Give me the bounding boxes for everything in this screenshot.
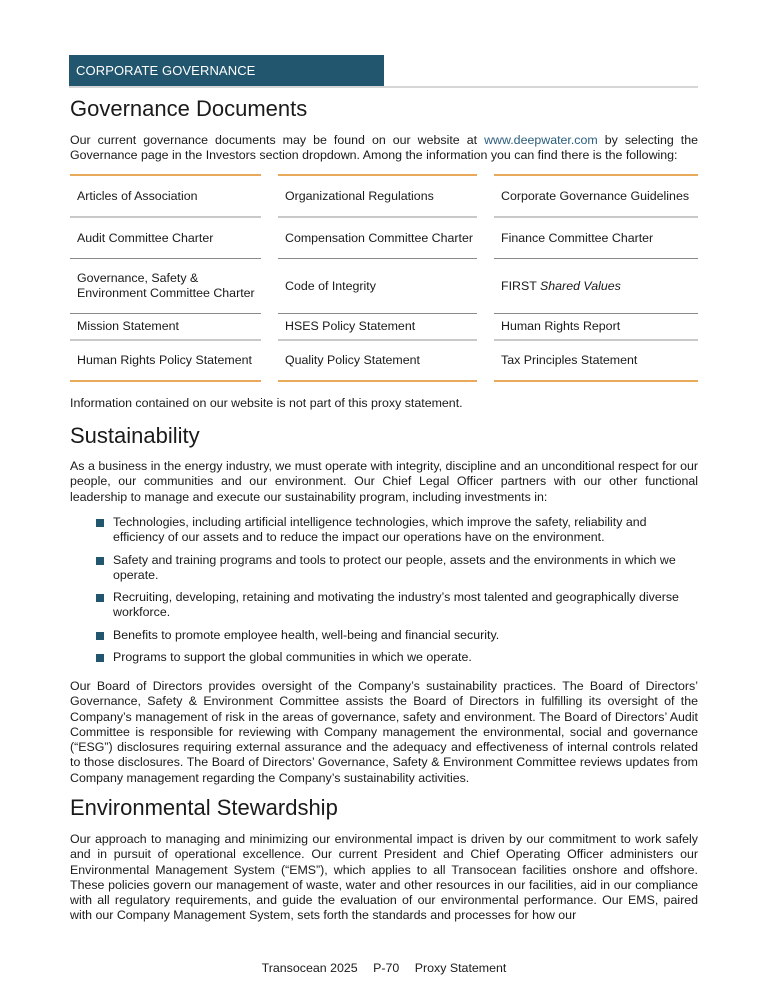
- square-bullet-icon: [96, 594, 104, 602]
- table-column-2: [278, 174, 477, 382]
- doc-link-finance-committee-charter[interactable]: Finance Committee Charter: [501, 230, 654, 245]
- doc-link-mission-statement[interactable]: Mission Statement: [77, 319, 179, 333]
- list-item: [96, 590, 696, 621]
- footer-document: Proxy Statement: [414, 961, 507, 975]
- doc-link-code-of-integrity[interactable]: Code of Integrity: [285, 278, 376, 293]
- table-bottom-rule: [70, 380, 261, 382]
- table-bottom-rule: [494, 380, 698, 382]
- table-column-1: [70, 174, 261, 382]
- board-oversight-paragraph: Our Board of Directors provides oversight of the Company’s sustainability practices. The Board of Directors’ Governance, Safety & Environment Committee assists the Board of Directors in fulfilling its oversight of the Company’s management of risk in the areas of governance, safety and environment. The Board of Directors’ Audit Committee is responsible for reviewing with Company management the environmental, social and governance (“ESG”) disclosures requiring external assurance and the adequacy and effectiveness of internal controls related to those disclosures. The Board of Directors’ Governance, Safety & Environment Committee reviews updates from Company management regarding the Company’s sustainability activities.: [70, 679, 698, 785]
- doc-link-articles-of-association[interactable]: Articles of Association: [77, 188, 198, 203]
- environmental-stewardship-body: Our approach to managing and minimizing our environmental impact is driven by our commitment to work safely and in pursuit of operational excellence. Our current President and Chief Operating Officer administers our Environmental Management System (“EMS”), which applies to all Transocean facilities onshore and offshore. These policies govern our management of waste, water and other resources in our facilities, aid in our compliance with all regulatory requirements, and guide the evaluation of our environmental performance. Our EMS, paired with our Company Management System, sets forth the standards and processes for how our: [70, 832, 698, 923]
- doc-link-tax-principles[interactable]: Tax Principles Statement: [501, 353, 638, 367]
- list-item: [96, 628, 696, 643]
- doc-link-first-shared-values[interactable]: [494, 259, 698, 313]
- doc-link-gse-committee-charter[interactable]: Governance, Safety & Environment Committee Charter: [77, 271, 255, 300]
- governance-intro: [70, 133, 698, 164]
- list-item: [96, 515, 696, 546]
- section-divider: [69, 86, 698, 88]
- sustainability-intro: As a business in the energy industry, we must operate with integrity, discipline and an unconditional respect for our people, our communities and our environment. Our Chief Legal Officer partners with our other functional leadership to manage and execute our sustainability program, including investments in:: [70, 459, 698, 504]
- square-bullet-icon: [96, 557, 104, 565]
- list-item: [96, 553, 696, 584]
- page-footer: [0, 961, 768, 975]
- sustainability-investments-list: [96, 515, 696, 672]
- list-item-text: Technologies, including artificial intelligence technologies, which improve the safety, reliability and efficiency of our assets and to reduce the impact our operations have on the environment.: [113, 515, 647, 545]
- intro-text: Our current governance documents may be found on our website at: [70, 133, 485, 147]
- doc-link-corporate-governance-guidelines[interactable]: Corporate Governance Guidelines: [501, 188, 690, 203]
- shared-values-italic: Shared Values: [540, 278, 621, 293]
- list-item-text: Recruiting, developing, retaining and motivating the industry’s most talented and geographically diverse workforce.: [113, 590, 679, 620]
- footer-company: Transocean 2025: [261, 961, 358, 975]
- section-label: CORPORATE GOVERNANCE: [69, 55, 384, 86]
- website-disclaimer: Information contained on our website is not part of this proxy statement.: [70, 396, 463, 410]
- doc-link-compensation-committee-charter[interactable]: Compensation Committee Charter: [285, 230, 474, 245]
- table-bottom-rule: [278, 380, 477, 382]
- list-item-text: Benefits to promote employee health, well-being and financial security.: [113, 627, 500, 642]
- doc-link-organizational-regulations[interactable]: Organizational Regulations: [285, 188, 434, 203]
- footer-page-number: P-70: [373, 961, 400, 975]
- doc-link-audit-committee-charter[interactable]: Audit Committee Charter: [77, 230, 214, 245]
- intro-text-cont: by selecting the Governance page in the Investors section dropdown. Among the information you can find there is the following:: [70, 133, 699, 163]
- table-column-3: [494, 174, 698, 382]
- governance-documents-heading: Governance Documents: [70, 96, 308, 121]
- list-item-text: Programs to support the global communities in which we operate.: [113, 650, 472, 665]
- environmental-stewardship-heading: Environmental Stewardship: [70, 795, 338, 820]
- governance-documents-table: [70, 174, 698, 380]
- website-link[interactable]: www.deepwater.com: [484, 133, 598, 147]
- list-item-text: Safety and training programs and tools to protect our people, assets and the environments in which we operate.: [113, 552, 676, 582]
- doc-link-human-rights-report[interactable]: Human Rights Report: [501, 319, 621, 333]
- list-item: [96, 650, 696, 665]
- doc-link-hses-policy[interactable]: HSES Policy Statement: [285, 319, 416, 333]
- section-header: [69, 55, 698, 89]
- doc-link-quality-policy[interactable]: Quality Policy Statement: [285, 353, 420, 367]
- square-bullet-icon: [96, 519, 104, 527]
- sustainability-heading: Sustainability: [70, 423, 200, 448]
- doc-link-human-rights-policy[interactable]: Human Rights Policy Statement: [77, 353, 252, 367]
- first-prefix: FIRST: [501, 278, 541, 293]
- square-bullet-icon: [96, 654, 104, 662]
- square-bullet-icon: [96, 632, 104, 640]
